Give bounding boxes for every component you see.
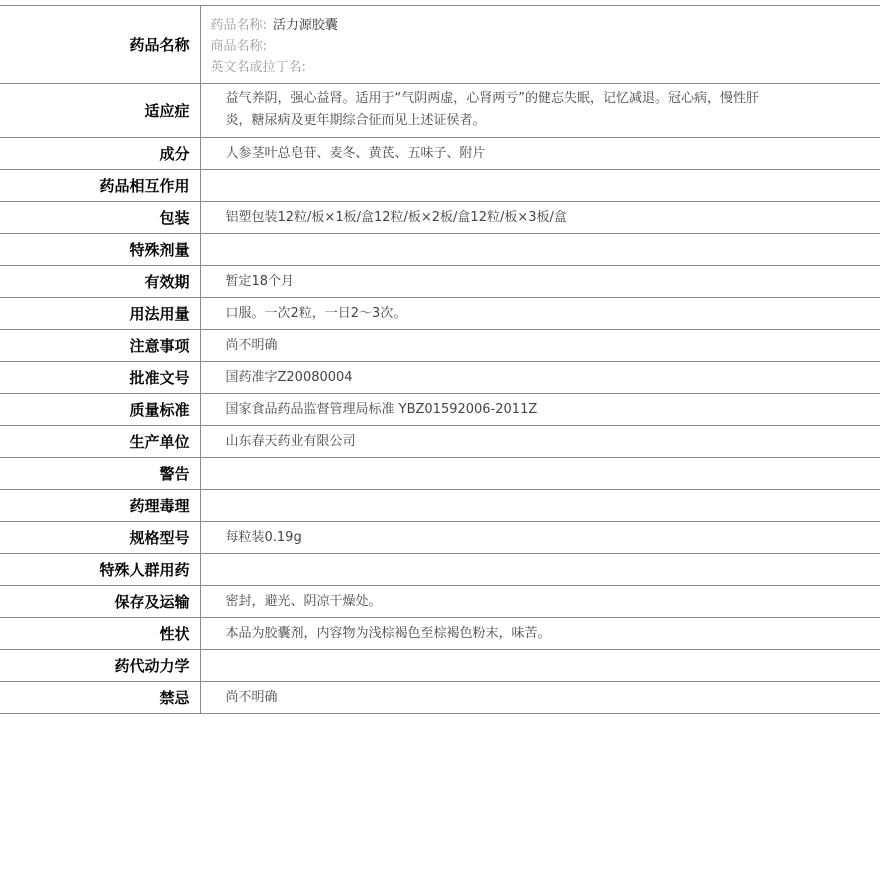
row-label: 保存及运输 <box>0 586 200 618</box>
row-label: 包装 <box>0 202 200 234</box>
table-row-drug-name <box>0 6 880 84</box>
row-label: 生产单位 <box>0 426 200 458</box>
table-row <box>0 234 880 266</box>
row-value: 益气养阴，强心益肾。适用于“气阴两虚，心肾两亏”的健忘失眠，记忆减退。冠心病，慢性肝炎，糖尿病及更年期综合征而见上述证侯者。 <box>200 84 880 138</box>
row-value: 密封，避光、阴凉干燥处。 <box>200 586 880 618</box>
row-value <box>200 554 880 586</box>
latin-name-key: 英文名或拉丁名: <box>210 60 306 75</box>
name-cell <box>200 6 880 84</box>
row-value <box>200 650 880 682</box>
table-row <box>0 362 880 394</box>
row-label: 成分 <box>0 138 200 170</box>
table-row <box>0 266 880 298</box>
row-value: 尚不明确 <box>200 682 880 714</box>
table-row <box>0 650 880 682</box>
drug-info-table <box>0 5 880 714</box>
table-row <box>0 618 880 650</box>
name-value: 活力源胶囊 <box>272 18 338 33</box>
row-value: 铝塑包装12粒/板×1板/盒12粒/板×2板/盒12粒/板×3板/盒 <box>200 202 880 234</box>
row-label: 警告 <box>0 458 200 490</box>
row-label: 药品相互作用 <box>0 170 200 202</box>
table-row <box>0 586 880 618</box>
row-label: 药代动力学 <box>0 650 200 682</box>
table-row <box>0 682 880 714</box>
row-label: 注意事项 <box>0 330 200 362</box>
table-row <box>0 426 880 458</box>
row-label: 批准文号 <box>0 362 200 394</box>
row-label: 药理毒理 <box>0 490 200 522</box>
row-value <box>200 234 880 266</box>
table-row <box>0 490 880 522</box>
row-label: 规格型号 <box>0 522 200 554</box>
row-value: 本品为胶囊剂，内容物为浅棕褐色至棕褐色粉末，味苦。 <box>200 618 880 650</box>
name-block <box>201 6 880 83</box>
row-label: 质量标准 <box>0 394 200 426</box>
table-row <box>0 522 880 554</box>
table-row <box>0 84 880 138</box>
table-row <box>0 330 880 362</box>
row-value <box>200 170 880 202</box>
row-label: 性状 <box>0 618 200 650</box>
table-row <box>0 202 880 234</box>
row-label: 特殊剂量 <box>0 234 200 266</box>
table-row <box>0 458 880 490</box>
name-key: 药品名称: <box>210 18 267 33</box>
row-label: 药品名称 <box>0 6 200 84</box>
trade-name-key: 商品名称: <box>210 39 267 54</box>
row-label: 适应症 <box>0 84 200 138</box>
table-row <box>0 170 880 202</box>
row-label: 禁忌 <box>0 682 200 714</box>
table-row <box>0 394 880 426</box>
row-value: 尚不明确 <box>200 330 880 362</box>
row-value: 口服。一次2粒，一日2～3次。 <box>200 298 880 330</box>
row-value: 国药准字Z20080004 <box>200 362 880 394</box>
drug-info-body <box>0 6 880 714</box>
row-value: 人参茎叶总皂苷、麦冬、黄芪、五味子、附片 <box>200 138 880 170</box>
row-value: 山东春天药业有限公司 <box>200 426 880 458</box>
trade-name-line <box>211 36 880 57</box>
row-value <box>200 490 880 522</box>
row-label: 用法用量 <box>0 298 200 330</box>
row-label: 有效期 <box>0 266 200 298</box>
row-value <box>200 458 880 490</box>
name-line <box>211 15 880 36</box>
table-row <box>0 298 880 330</box>
latin-name-line <box>211 57 880 78</box>
row-value: 每粒装0.19g <box>200 522 880 554</box>
table-row <box>0 138 880 170</box>
row-value: 国家食品药品监督管理局标准 YBZ01592006-2011Z <box>200 394 880 426</box>
row-value: 暂定18个月 <box>200 266 880 298</box>
row-label: 特殊人群用药 <box>0 554 200 586</box>
table-row <box>0 554 880 586</box>
